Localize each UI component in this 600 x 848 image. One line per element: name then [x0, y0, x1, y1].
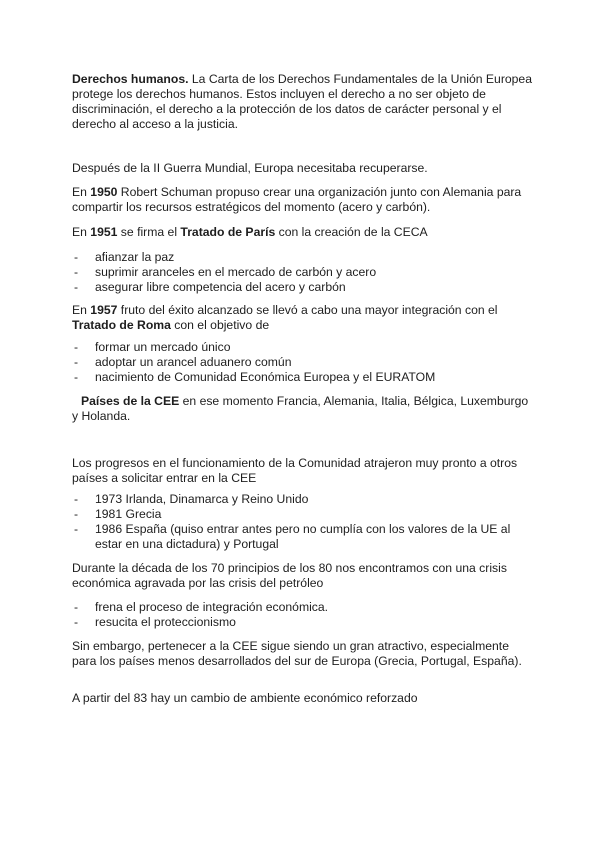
list-crisis [72, 600, 532, 630]
list-1951-goals [72, 250, 532, 295]
list-item: - resucita el proteccionismo [72, 615, 532, 630]
treaty-paris: Tratado de París [180, 225, 276, 239]
paragraph-83: A partir del 83 hay un cambio de ambiente económico reforzado [72, 691, 418, 705]
list-item: - 1986 España (quiso entrar antes pero no cumplía con los valores de la UE al estar en una dictadura) y Portugal [72, 522, 532, 552]
term-paises-cee: Países de la CEE [81, 394, 180, 408]
paises-cee-text: en ese momento Francia, Alemania, Italia, Bélgica, Luxemburgo y Holanda. [72, 394, 529, 423]
list-ampliaciones [72, 492, 532, 552]
paragraph-derechos-humanos [72, 72, 532, 132]
list-item: - formar un mercado único [72, 340, 532, 355]
list-item: - asegurar libre competencia del acero y carbón [72, 280, 532, 295]
paragraph-sin-embargo: Sin embargo, pertenecer a la CEE sigue siendo un gran atractivo, especialmente para los países menos desarrollados del sur de Europa (Grecia, Portugal, España). [72, 639, 522, 668]
derechos-humanos-text: La Carta de los Derechos Fundamentales de la Unión Europea protege los derechos humanos. Estos incluyen el derecho a no ser objeto de discriminación, el derecho a la protección de los datos de carácter personal y el derecho al acceso a la justicia. [72, 72, 532, 131]
paragraph-paises-cee [72, 394, 532, 424]
year-1950: 1950 [90, 185, 118, 199]
year-1951: 1951 [90, 225, 118, 239]
paragraph-crisis: Durante la década de los 70 principios de los 80 nos encontramos con una crisis económica agravada por las crisis del petróleo [72, 561, 507, 590]
list-item: - adoptar un arancel aduanero común [72, 355, 532, 370]
list-item: - afianzar la paz [72, 250, 532, 265]
text-se-firma: se firma el [117, 225, 181, 239]
list-item: - nacimiento de Comunidad Económica Europea y el EURATOM [72, 370, 532, 385]
paragraph-postwar: Después de la II Guerra Mundial, Europa necesitaba recuperarse. [72, 161, 428, 175]
year-1957: 1957 [90, 303, 118, 317]
paragraph-1951 [72, 225, 532, 240]
text-en: En [72, 185, 91, 199]
list-item: - frena el proceso de integración económica. [72, 600, 532, 615]
paragraph-1950 [72, 185, 532, 215]
text-1950: Robert Schuman propuso crear una organización junto con Alemania para compartir los recursos estratégicos del momento (acero y carbón). [72, 185, 522, 214]
text-objetivo: con el objetivo de [170, 318, 270, 332]
treaty-roma: Tratado de Roma [72, 318, 171, 332]
paragraph-1957 [72, 303, 532, 333]
list-1957-goals [72, 340, 532, 385]
text-ceca: con la creación de la CECA [275, 225, 428, 239]
text-en: En [72, 303, 91, 317]
text-en: En [72, 225, 91, 239]
list-item: - suprimir aranceles en el mercado de carbón y acero [72, 265, 532, 280]
list-item: - 1981 Grecia [72, 507, 532, 522]
paragraph-progresos: Los progresos en el funcionamiento de la Comunidad atrajeron muy pronto a otros países a solicitar entrar en la CEE [72, 456, 518, 485]
term-derechos-humanos: Derechos humanos. [72, 72, 189, 86]
text-1957: fruto del éxito alcanzado se llevó a cabo una mayor integración con el [117, 303, 498, 317]
list-item: - 1973 Irlanda, Dinamarca y Reino Unido [72, 492, 532, 507]
